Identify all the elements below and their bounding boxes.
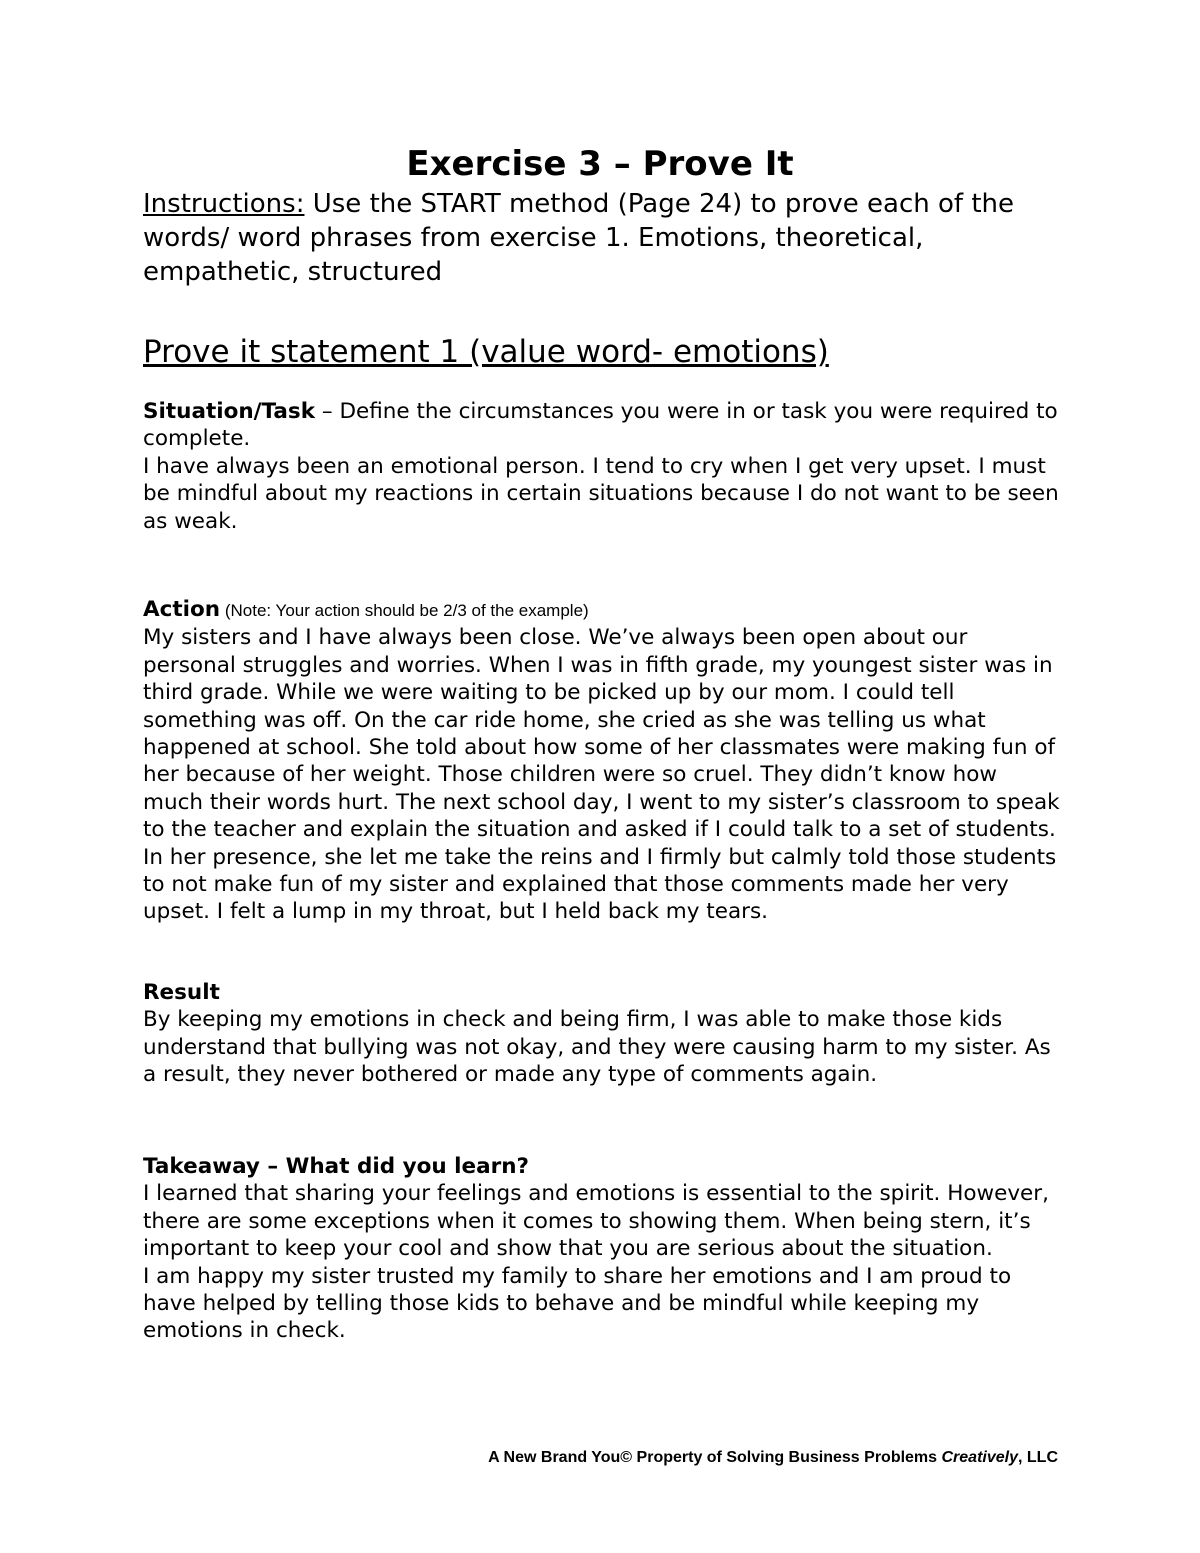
result-label: Result	[143, 980, 220, 1005]
instructions-label: Instructions:	[143, 189, 305, 219]
instructions	[143, 187, 1053, 289]
situation-body: I have always been an emotional person. I tend to cry when I get very upset. I must be mindful about my reactions in certain situations because I do not want to be seen as weak.	[143, 453, 1059, 534]
action-heading	[143, 596, 1063, 624]
instructions-text: Use the START method (Page 24) to prove each of the words/ word phrases from exercise 1. Emotions, theoretical, empathetic, structured	[143, 189, 1014, 287]
takeaway-body-1: I learned that sharing your feelings and emotions is essential to the spirit. However, there are some exceptions when it comes to showing them. When being stern, it’s important to keep your cool and show that you are serious about the situation.	[143, 1181, 1049, 1262]
page-title: Exercise 3 – Prove It	[406, 144, 794, 184]
action-label: Action	[143, 597, 221, 622]
footer-suffix: , LLC	[1018, 1449, 1058, 1466]
takeaway-section	[143, 1153, 1063, 1345]
action-section	[143, 596, 1063, 926]
action-note: (Note: Your action should be 2/3 of the example)	[220, 601, 589, 620]
footer	[488, 1447, 1058, 1469]
takeaway-body-2: I am happy my sister trusted my family to share her emotions and I am proud to have helped by telling those kids to behave and be mindful while keeping my emotions in check.	[143, 1263, 1012, 1344]
takeaway-label: Takeaway – What did you learn?	[143, 1154, 530, 1179]
footer-main: A New Brand You© Property of Solving Business Problems	[488, 1449, 942, 1466]
statement-heading: Prove it statement 1 (value word- emotions)	[143, 334, 829, 370]
situation-label: Situation/Task	[143, 399, 316, 424]
situation-prompt-text: – Define the circumstances you were in or task you were required to complete.	[143, 399, 1058, 452]
result-section	[143, 979, 1063, 1089]
situation-prompt	[143, 398, 1063, 453]
action-body: My sisters and I have always been close. We’ve always been open about our personal struggles and worries. When I was in fifth grade, my youngest sister was in third grade. While we were waiting to be picked up by our mom. I could tell something was off. On the car ride home, she cried as she was telling us what happened at school. She told about how some of her classmates were making fun of her because of her weight. Those children were so cruel. They didn’t know how much their words hurt. The next school day, I went to my sister’s classroom to speak to the teacher and explain the situation and asked if I could talk to a set of students. In her presence, she let me take the reins and I firmly but calmly told those students to not make fun of my sister and explained that those comments made her very upset. I felt a lump in my throat, but I held back my tears.	[143, 625, 1060, 925]
footer-italic: Creatively	[941, 1449, 1018, 1466]
result-body: By keeping my emotions in check and being firm, I was able to make those kids understand that bullying was not okay, and they were causing harm to my sister. As a result, they never bothered or made any type of comments again.	[143, 1007, 1051, 1088]
situation-section	[143, 398, 1063, 535]
